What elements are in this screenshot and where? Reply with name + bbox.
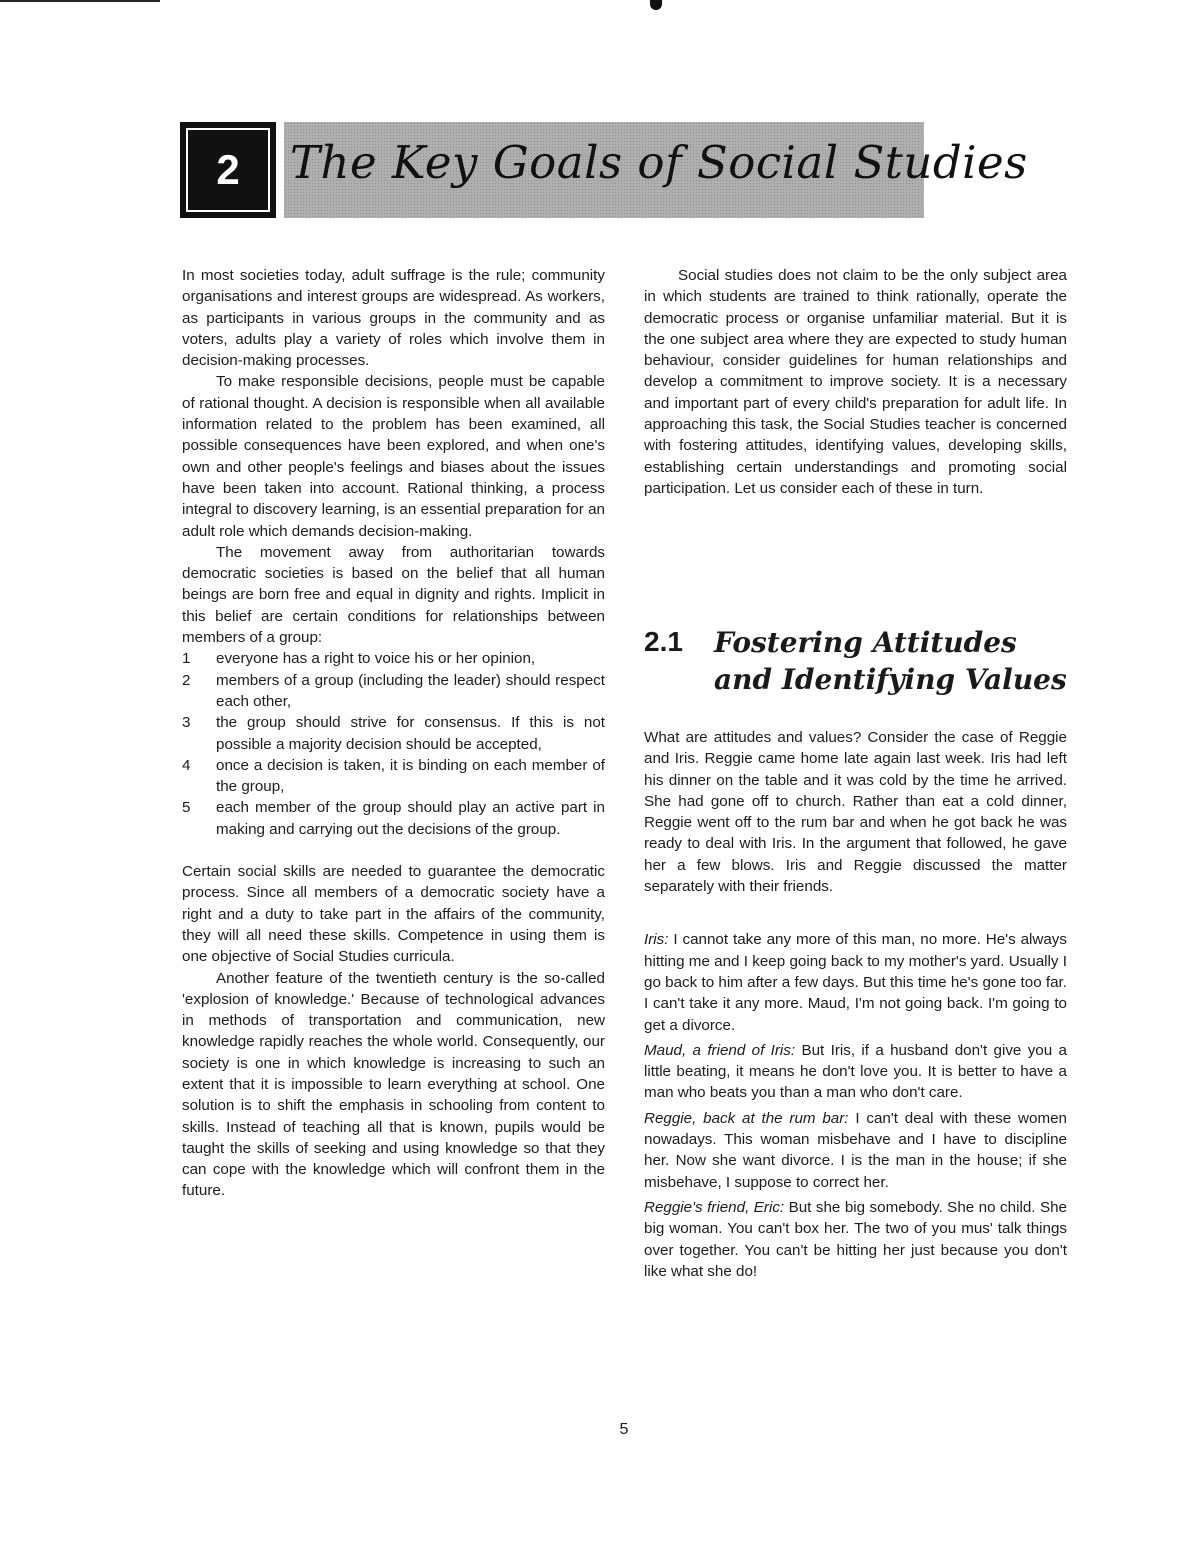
- dialogue-text: I cannot take any more of this man, no more. He's always hitting me and I keep going back to my mother's yard. Usually I go back to him after a few days. But this time he's gone too far. I can't take it any more. Maud, I'm not going back. I'm going to get a divorce.: [644, 931, 1067, 1034]
- list-item: [182, 755, 605, 798]
- dialogue-text: But she big somebody. She no child. She big woman. You can't box her. The two of you mus' talk things over together. You can't be hitting her just because you don't like what she do!: [644, 1198, 1067, 1280]
- list-item-text: members of a group (including the leader) should respect each other,: [216, 671, 605, 710]
- list-item-text: once a decision is taken, it is binding on each member of the group,: [216, 756, 605, 796]
- scan-artifact-line: [0, 0, 160, 2]
- dialogue: [644, 929, 1067, 1282]
- right-column-body: [644, 727, 1067, 1282]
- dialogue-text: But Iris, if a husband don't give you a little beating, it means he don't love you. It is better to have a man who beats you than a man who don't care.: [644, 1041, 1067, 1102]
- list-item-text: the group should strive for consensus. If this is not possible a majority decision should be accepted,: [216, 714, 605, 753]
- paragraph: In most societies today, adult suffrage is the rule; community organisations and interest groups are widespread. As workers, as participants in various groups in the community and as voters, adults play a variety of roles which involve them in decision-making processes.: [182, 267, 605, 370]
- dialogue-line: [644, 1040, 1067, 1104]
- dialogue-speaker: Maud, a friend of Iris:: [644, 1041, 796, 1059]
- list-item-number: 2: [182, 671, 191, 689]
- dialogue-line: [644, 929, 1067, 1035]
- list-item: [182, 797, 605, 840]
- list-item-number: 1: [182, 650, 191, 668]
- dialogue-line: [644, 1197, 1067, 1282]
- list-item-number: 4: [182, 756, 191, 774]
- paragraph: The movement away from authoritarian towards democratic societies is based on the belief that all human beings are born free and equal in dignity and rights. Implicit in this belief are certain conditions for relationships between members of a group:: [182, 543, 605, 647]
- paragraph: Another feature of the twentieth century is the so-called 'explosion of knowledge.' Because of technological advances in methods of transportation and communication, new knowledge rapidly reaches the whole world. Consequently, our society is one in which knowledge is increasing to such an extent that it is impossible to learn everything at school. One solution is to shift the emphasis in schooling from content to skills. Instead of teaching all that is known, pupils would be taught the skills of seeking and using knowledge so that they can cope with the knowledge which will confront them in the future.: [182, 969, 605, 1200]
- list-item-text: each member of the group should play an active part in making and carrying out the decisions of the group.: [216, 799, 605, 838]
- section-title: Fostering Attitudes and Identifying Values: [714, 626, 1067, 696]
- numbered-list: [182, 648, 605, 840]
- chapter-number: 2: [186, 128, 270, 212]
- dialogue-line: [644, 1108, 1067, 1193]
- list-item-text: everyone has a right to voice his or her opinion,: [216, 650, 536, 668]
- list-item-number: 3: [182, 714, 191, 732]
- right-column-intro: [644, 265, 1067, 499]
- list-item: [182, 648, 605, 669]
- paragraph: To make responsible decisions, people must be capable of rational thought. A decision is responsible when all available information related to the problem has been examined, all possible consequences have been explored, and when one's own and other people's feelings and biases about the issues have been taken into account. Rational thinking, a process integral to discovery learning, is an essential preparation for an adult role which demands decision-making.: [182, 373, 605, 540]
- left-column: [182, 265, 605, 1202]
- list-item: [182, 712, 605, 755]
- dialogue-speaker: Iris:: [644, 931, 669, 949]
- list-item: [182, 670, 605, 713]
- list-item-number: 5: [182, 799, 191, 817]
- dialogue-text: I can't deal with these women nowadays. This woman misbehave and I have to discipline her. Now she want divorce. I is the man in the house; if she misbehave, I suppose to correct her.: [644, 1109, 1067, 1191]
- chapter-header: [180, 122, 1040, 222]
- paragraph: Social studies does not claim to be the only subject area in which students are trained to think rationally, operate the democratic process or organise unfamiliar material. But it is the one subject area where they are expected to study human behaviour, consider guidelines for human relationships and develop a commitment to improve society. It is a necessary and important part of every child's preparation for adult life. In approaching this task, the Social Studies teacher is concerned with fostering attitudes, identifying values, developing skills, establishing certain understandings and promoting social participation. Let us consider each of these in turn.: [644, 267, 1067, 497]
- chapter-title: The Key Goals of Social Studies: [290, 136, 1028, 189]
- paragraph: Certain social skills are needed to guarantee the democratic process. Since all members of a democratic society have a right and a duty to take part in the affairs of the community, they will all need these skills. Competence in using them is one objective of Social Studies curricula.: [182, 863, 605, 966]
- page-number: 5: [619, 1421, 629, 1438]
- section-number: 2.1: [644, 626, 683, 657]
- chapter-number-box: [180, 122, 276, 218]
- dialogue-speaker: Reggie, back at the rum bar:: [644, 1109, 849, 1127]
- scan-artifact-dot: [650, 0, 662, 10]
- paragraph: What are attitudes and values? Consider the case of Reggie and Iris. Reggie came home late again last week. Iris had left his dinner on the table and it was cold by the time he arrived. She had gone off to church. Rather than eat a cold dinner, Reggie went off to the rum bar and when he got back he was ready to deal with Iris. In the argument that followed, he gave her a few blows. Iris and Reggie discussed the matter separately with their friends.: [644, 729, 1067, 896]
- dialogue-speaker: Reggie's friend, Eric:: [644, 1198, 785, 1216]
